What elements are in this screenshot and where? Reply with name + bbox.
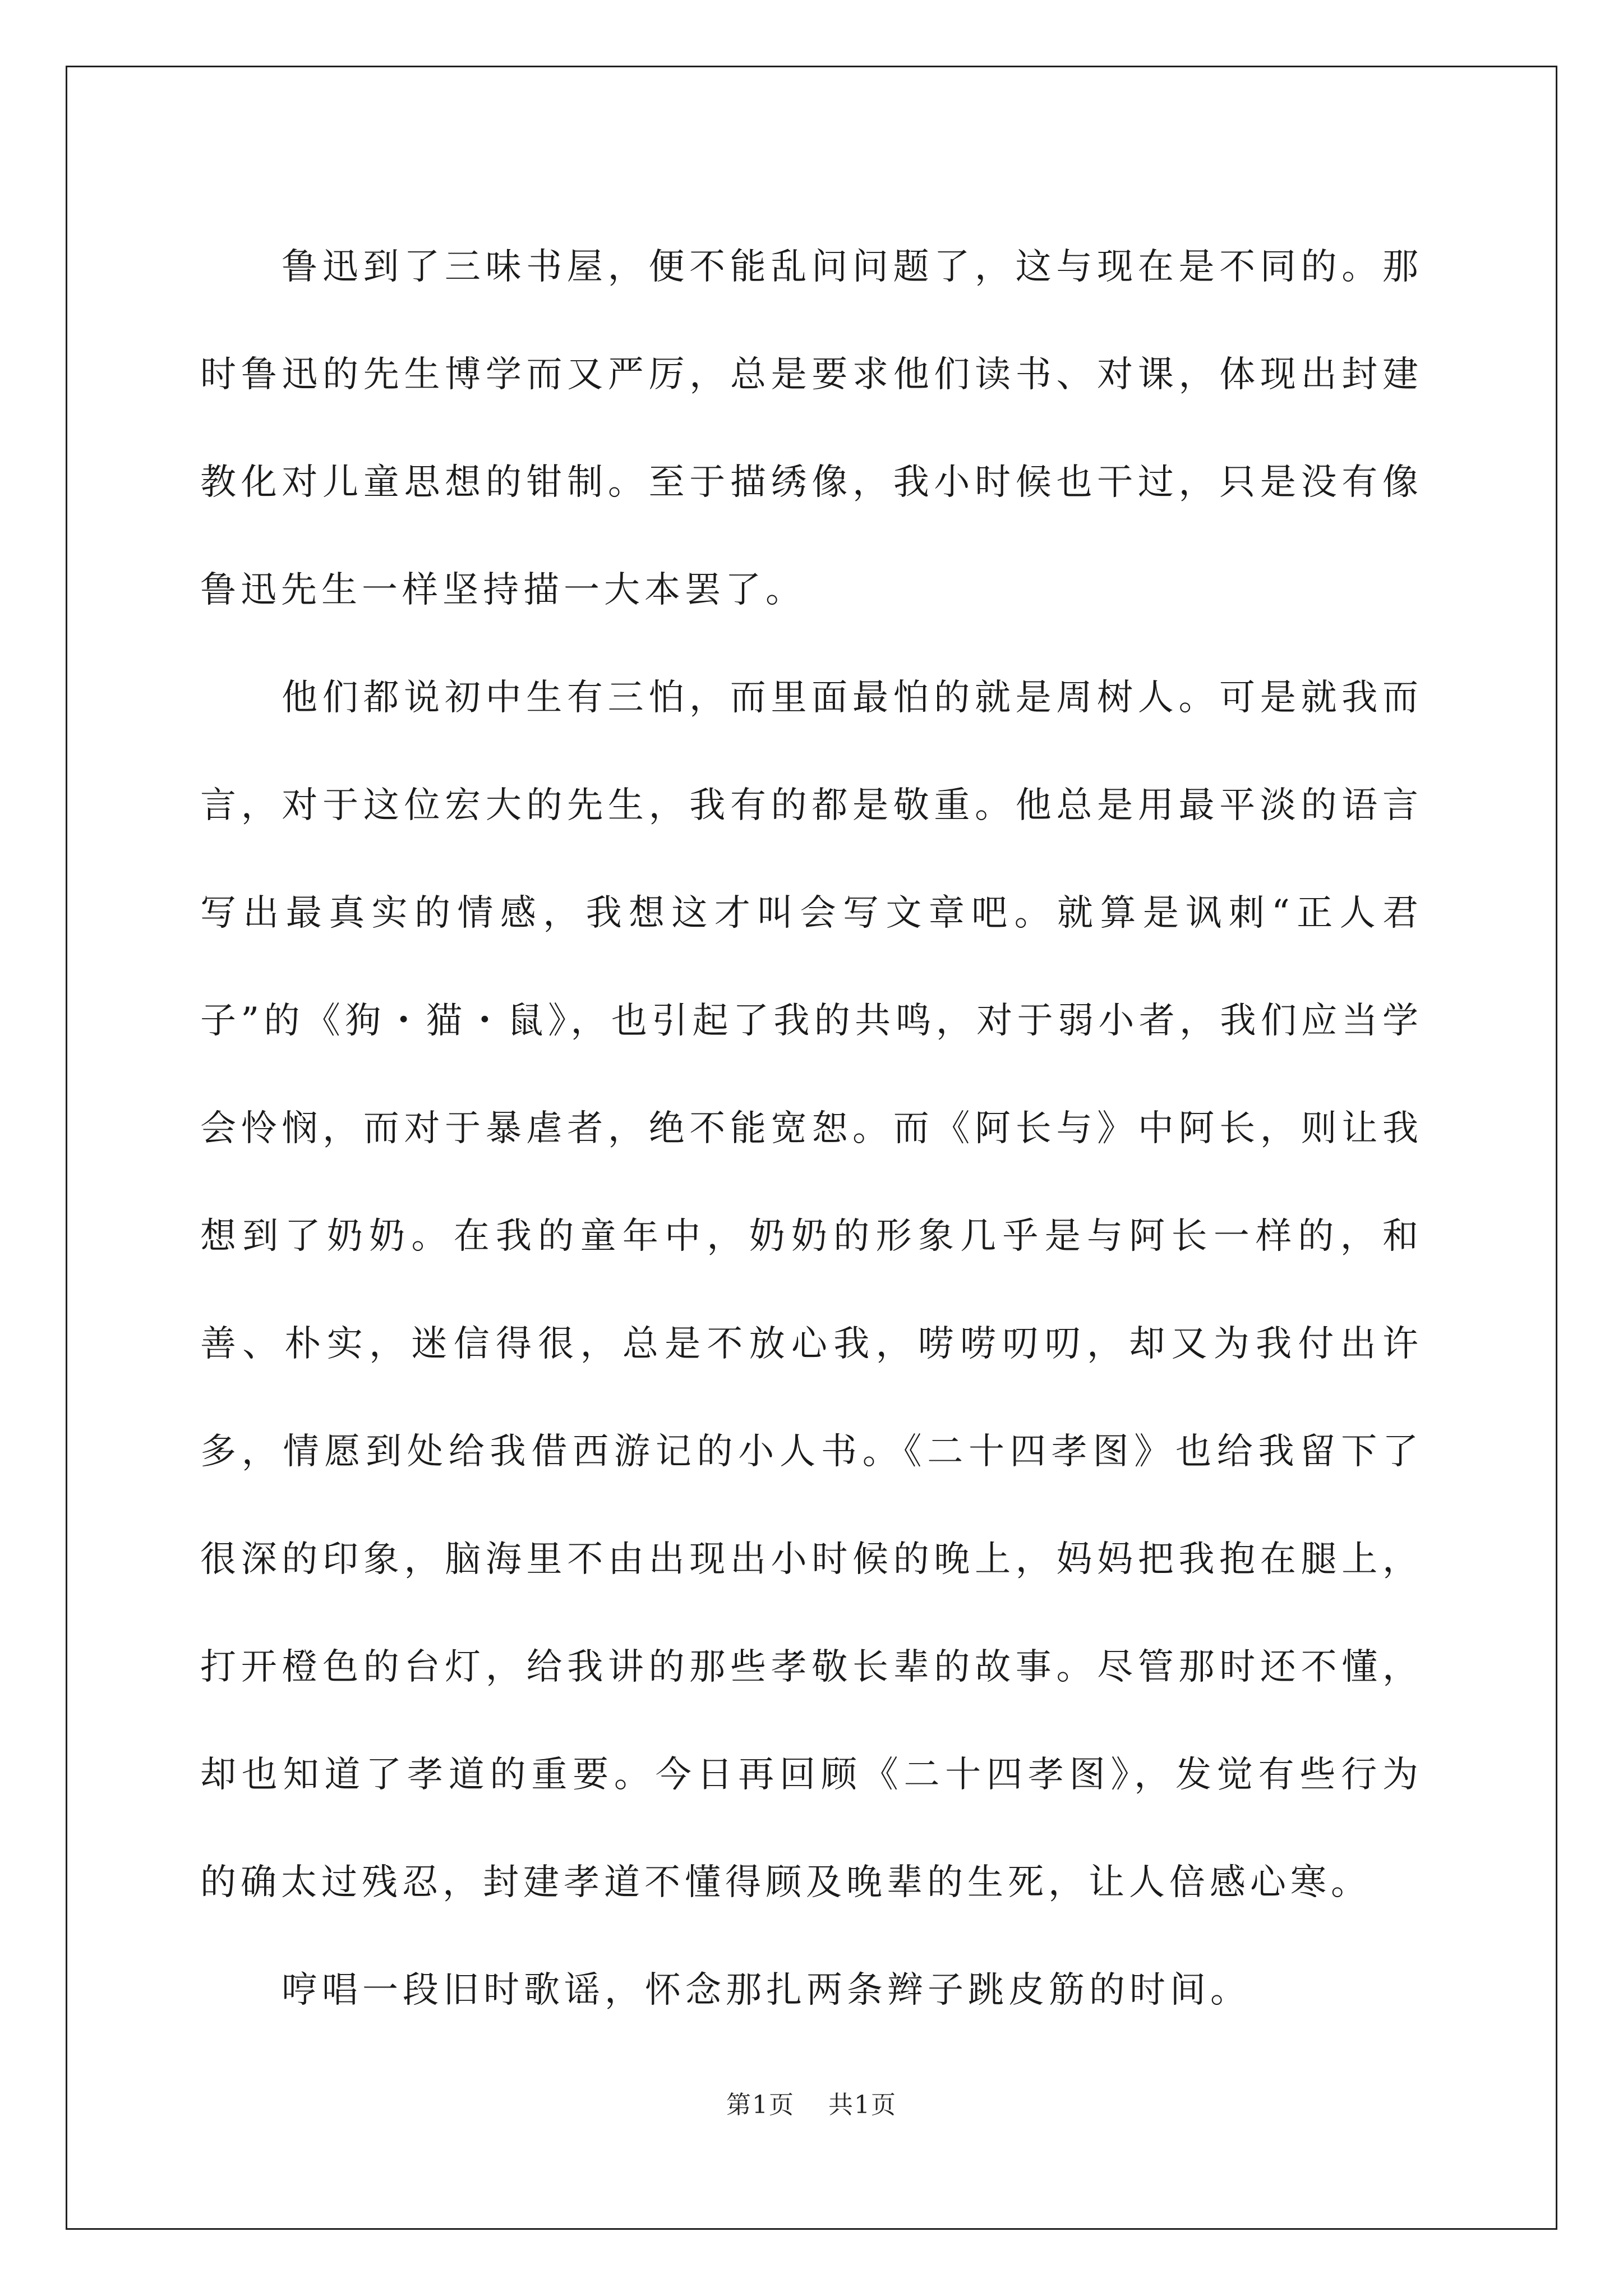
document-body — [200, 213, 1423, 2044]
page-number-total: 共1页 — [828, 2091, 897, 2119]
page-number-current: 第1页 — [726, 2091, 795, 2119]
page-footer — [0, 2088, 1623, 2122]
paragraph-3: 哼唱一段旧时歌谣，怀念那扎两条辫子跳皮筋的时间。 — [282, 1970, 1251, 2011]
paragraph-2: 他们都说初中生有三怕，而里面最怕的就是周树人。可是就我而言，对于这位宏大的先生，我有的都是敬重。他总是用最平淡的语言写出最真实的情感，我想这才叫会写文章吧。就算是讽刺“正人君子”的《狗・猫・鼠》，也引起了我的共鸣，对于弱小者，我们应当学会怜悯，而对于暴虐者，绝不能宽恕。而《阿长与》中阿长，则让我想到了奶奶。在我的童年中，奶奶的形象几乎是与阿长一样的，和善、朴实，迷信得很，总是不放心我，唠唠叨叨，却又为我付出许多，情愿到处给我借西游记的小人书。《二十四孝图》也给我留下了很深的印象，脑海里不由出现出小时候的晚上，妈妈把我抱在腿上，打开橙色的台灯，给我讲的那些孝敬长辈的故事。尽管那时还不懂，却也知道了孝道的重要。今日再回顾《二十四孝图》，发觉有些行为的确太过残忍，封建孝道不懂得顾及晚辈的生死，让人倍感心寒。 — [200, 677, 1423, 1903]
paragraph-1: 鲁迅到了三味书屋，便不能乱问问题了，这与现在是不同的。那时鲁迅的先生博学而又严厉，总是要求他们读书、对课，体现出封建教化对儿童思想的钳制。至于描绣像，我小时候也干过，只是没有像鲁迅先生一样坚持描一大本罢了。 — [200, 246, 1423, 611]
